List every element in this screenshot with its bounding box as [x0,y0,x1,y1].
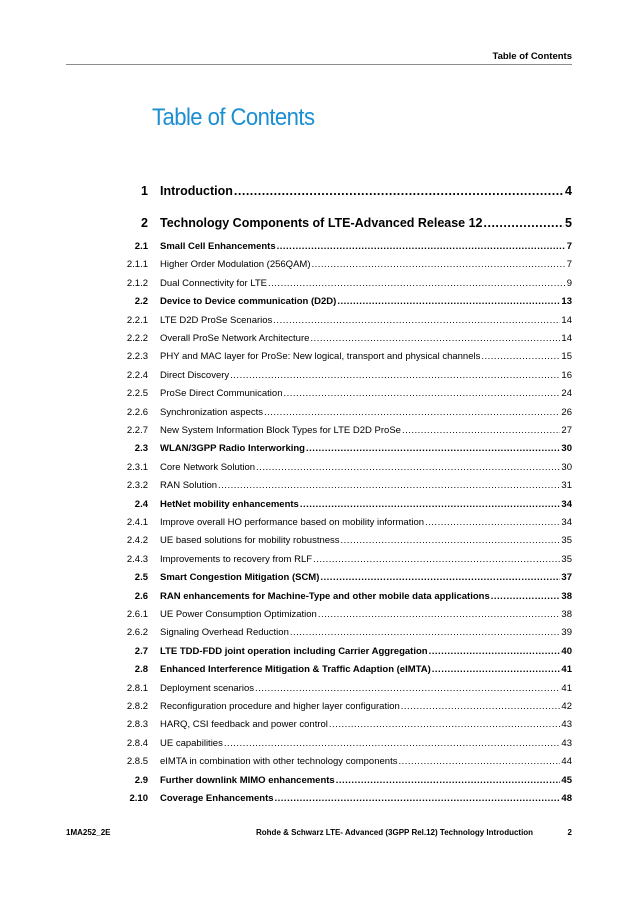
toc-entry-number: 2.2 [134,296,148,308]
toc-entry-number: 2.5 [134,572,148,584]
toc-leader-dots [224,734,561,754]
toc-entry[interactable] [0,274,638,294]
toc-entry-page[interactable]: 7 [566,259,572,271]
toc-entry-number: 2.1.2 [126,277,148,289]
toc-leader-dots [402,421,560,441]
toc-entry-page[interactable]: 34 [561,498,572,510]
toc-leader-dots [337,292,560,312]
toc-entry[interactable] [0,311,638,331]
toc-leader-dots [300,495,561,515]
toc-entry[interactable] [0,403,638,423]
toc-entry[interactable] [0,587,638,607]
toc-entry-page[interactable]: 42 [561,701,572,712]
toc-leader-dots [429,642,561,662]
toc-leader-dots [255,679,560,699]
toc-leader-dots [336,771,561,791]
toc-leader-dots [484,213,565,233]
toc-leader-dots [218,476,560,496]
toc-entry-line [160,329,572,349]
toc-entry-page[interactable]: 48 [561,793,572,804]
toc-entry-title[interactable]: RAN Solution [160,480,218,492]
toc-entry-page[interactable]: 30 [561,443,572,455]
toc-entry-title[interactable]: Core Network Solution [160,461,256,473]
toc-entry-title[interactable]: Technology Components of LTE-Advanced Release 12 [160,216,483,230]
toc-entry-line [160,513,572,533]
toc-entry-page[interactable]: 38 [561,609,572,620]
toc-leader-dots [491,587,561,607]
toc-entry-page[interactable]: 14 [561,333,572,344]
toc-entry-line [160,605,572,625]
toc-entry-page[interactable]: 26 [561,406,572,418]
toc-entry-line [160,679,572,699]
running-header: Table of Contents [492,51,572,62]
toc-leader-dots [398,752,560,772]
toc-entry-line [160,568,572,588]
toc-entry-page[interactable]: 35 [561,553,572,565]
toc-entry[interactable] [0,752,638,772]
toc-entry-page[interactable]: 40 [561,645,572,657]
toc-entry-title[interactable]: Introduction [160,184,233,198]
toc-leader-dots [425,513,560,533]
toc-entry[interactable] [0,476,638,496]
toc-entry-title[interactable]: LTE TDD-FDD joint operation including Carrier Aggregation [160,645,428,657]
toc-entry-page[interactable]: 9 [566,277,572,289]
toc-leader-dots [284,384,561,404]
toc-entry-line [160,495,572,515]
toc-entry[interactable] [0,255,638,275]
toc-entry-line [160,458,572,478]
toc-entry[interactable] [0,495,638,515]
toc-entry[interactable] [0,531,638,551]
toc-entry-line [160,697,572,717]
toc-entry-title[interactable]: PHY and MAC layer for ProSe: New logical, transport and physical channels [160,351,481,363]
toc-entry-page[interactable]: 4 [565,184,572,198]
toc-leader-dots [277,237,566,257]
toc-leader-dots [481,347,560,367]
toc-entry[interactable] [0,715,638,735]
toc-entry-line [160,311,572,331]
toc-leader-dots [318,605,561,625]
toc-entry-number: 2.8.4 [126,737,148,749]
toc-entry-title[interactable]: Higher Order Modulation (256QAM) [160,259,311,271]
toc-entry-number: 2.2.3 [126,351,148,363]
toc-entry-page[interactable]: 27 [561,425,572,436]
toc-entry-page[interactable]: 13 [561,296,572,308]
toc-entry-page[interactable]: 41 [561,682,572,694]
toc-leader-dots [432,660,561,680]
toc-entry-line [160,587,572,607]
toc-entry-number: 2.6.2 [126,627,148,639]
toc-entry-title[interactable]: Coverage Enhancements [160,793,274,804]
toc-entry-title[interactable]: UE based solutions for mobility robustness [160,535,340,547]
toc-entry-title[interactable]: UE Power Consumption Optimization [160,609,317,620]
toc-entry-number: 2.3 [134,443,148,455]
toc-leader-dots [320,568,560,588]
toc-leader-dots [230,366,560,386]
toc-entry[interactable] [0,734,638,754]
toc-entry-title[interactable]: Improve overall HO performance based on mobility information [160,517,425,528]
toc-leader-dots [401,697,561,717]
toc-entry-number: 2.2.1 [126,314,148,326]
toc-leader-dots [290,623,561,643]
toc-entry-title[interactable]: Further downlink MIMO enhancements [160,774,335,786]
toc-entry[interactable] [0,623,638,643]
toc-leader-dots [234,181,564,201]
toc-entry-line [160,439,572,459]
toc-entry[interactable] [0,679,638,699]
toc-entry-line [160,734,572,754]
toc-entry-number: 2.8 [134,664,148,676]
toc-entry-line [160,181,572,201]
toc-entry-number: 2.3.2 [126,480,148,492]
toc-leader-dots [275,789,561,809]
toc-entry[interactable] [0,366,638,386]
toc-entry[interactable] [0,550,638,570]
toc-entry-title[interactable]: Deployment scenarios [160,682,254,694]
toc-entry[interactable] [0,292,638,312]
toc-entry-line [160,292,572,312]
toc-entry[interactable] [0,347,638,367]
toc-entry[interactable] [0,421,638,441]
toc-entry-number: 2.2.2 [126,333,148,344]
toc-entry-title[interactable]: Device to Device communication (D2D) [160,296,337,308]
toc-leader-dots [268,274,566,294]
document-title: Rohde & Schwarz LTE- Advanced (3GPP Rel.12) Technology Introduction [256,828,534,837]
page-number: 2 [567,828,572,837]
page-footer [66,828,572,842]
toc-entry-page[interactable]: 5 [565,216,572,230]
toc-entry-line [160,771,572,791]
toc-entry-number: 2.7 [134,645,148,657]
toc-entry-title[interactable]: Dual Connectivity for LTE [160,277,268,289]
toc-entry-number: 2.8.2 [126,701,148,712]
toc-entry-line [160,213,572,233]
toc-entry[interactable] [0,568,638,588]
toc-entry-page[interactable]: 37 [561,572,572,584]
toc-entry-line [160,642,572,662]
toc-entry-page[interactable]: 38 [561,590,572,602]
toc-entry[interactable] [0,605,638,625]
toc-entry-page[interactable]: 30 [561,461,572,473]
toc-entry-title[interactable]: Overall ProSe Network Architecture [160,333,310,344]
toc-entry-title[interactable]: LTE D2D ProSe Scenarios [160,314,273,326]
toc-entry-number: 2.1.1 [126,259,148,271]
toc-entry-line [160,403,572,423]
toc-entry-number: 2 [141,216,148,230]
toc-entry-line [160,384,572,404]
toc-entry[interactable] [0,384,638,404]
toc-entry-line [160,476,572,496]
toc-entry-line [160,255,572,275]
toc-entry-number: 2.8.5 [126,756,148,768]
toc-entry-page[interactable]: 14 [561,314,572,326]
toc-entry-number: 2.2.5 [126,388,148,400]
toc-entry-line [160,237,572,257]
toc-leader-dots [311,255,565,275]
toc-entry-number: 2.4.1 [126,517,148,528]
toc-entry-number: 2.4 [134,498,148,510]
toc-leader-dots [256,458,560,478]
toc-entry-number: 2.9 [134,774,148,786]
toc-entry-number: 1 [141,184,148,198]
toc-entry-page[interactable]: 7 [566,241,572,252]
toc-entry[interactable] [0,213,638,233]
toc-entry-page[interactable]: 24 [561,388,572,400]
toc-entry-page[interactable]: 45 [561,774,572,786]
toc-entry-title[interactable]: Enhanced Interference Mitigation & Traffic Adaption (eIMTA) [160,664,431,676]
toc-entry-line [160,531,572,551]
toc-entry-line [160,550,572,570]
toc-entry-line [160,347,572,367]
toc-entry-number: 2.10 [129,793,148,804]
toc-entry[interactable] [0,458,638,478]
toc-entry-page[interactable]: 41 [561,664,572,676]
toc-entry-line [160,715,572,735]
toc-entry-line [160,752,572,772]
toc-entry-title[interactable]: Signaling Overhead Reduction [160,627,289,639]
toc-leader-dots [310,329,560,349]
toc-entry-number: 2.2.6 [126,406,148,418]
toc-entry-title[interactable]: Reconfiguration procedure and higher layer configuration [160,701,400,712]
toc-leader-dots [341,531,561,551]
toc-entry-line [160,623,572,643]
toc-entry-page[interactable]: 16 [561,369,572,381]
toc-entry-line [160,421,572,441]
toc-entry[interactable] [0,237,638,257]
toc-entry-title[interactable]: UE capabilities [160,737,223,749]
toc-leader-dots [306,439,560,459]
toc-entry-number: 2.2.7 [126,425,148,436]
toc-entry-title[interactable]: HARQ, CSI feedback and power control [160,719,328,731]
toc-entry-title[interactable]: New System Information Block Types for LTE D2D ProSe [160,425,401,436]
toc-entry-line [160,660,572,680]
toc-heading: Table of Contents [152,104,315,131]
toc-entry-number: 2.2.4 [126,369,148,381]
toc-entry[interactable] [0,697,638,717]
document-id: 1MA252_2E [66,828,111,837]
toc-entry-title[interactable]: Synchronization aspects [160,406,263,418]
toc-entry-number: 2.8.3 [126,719,148,731]
toc-entry-title[interactable]: RAN enhancements for Machine-Type and other mobile data applications [160,590,490,602]
toc-entry[interactable] [0,329,638,349]
toc-entry-line [160,366,572,386]
toc-entry[interactable] [0,513,638,533]
toc-entry-title[interactable]: eIMTA in combination with other technology components [160,756,398,768]
toc-entry-number: 2.1 [134,241,148,252]
toc-entry-title[interactable]: ProSe Direct Communication [160,388,283,400]
toc-entry-page[interactable]: 31 [561,480,572,492]
toc-entry[interactable] [0,771,638,791]
toc-entry-page[interactable]: 44 [561,756,572,768]
toc-entry[interactable] [0,660,638,680]
toc-entry[interactable] [0,181,638,201]
toc-entry-number: 2.3.1 [126,461,148,473]
toc-entry-number: 2.8.1 [126,682,148,694]
toc-entry-title[interactable]: Improvements to recovery from RLF [160,553,313,565]
toc-entry-page[interactable]: 43 [561,737,572,749]
toc-entry-page[interactable]: 15 [561,351,572,363]
toc-leader-dots [264,403,560,423]
toc-entry[interactable] [0,642,638,662]
toc-entry-page[interactable]: 43 [561,719,572,731]
toc-entry[interactable] [0,789,638,809]
toc-entry-number: 2.4.2 [126,535,148,547]
toc-entry-title[interactable]: Smart Congestion Mitigation (SCM) [160,572,320,584]
toc-entry-page[interactable]: 35 [561,535,572,547]
toc-entry-title[interactable]: HetNet mobility enhancements [160,498,299,510]
toc-entry-line [160,274,572,294]
toc-entry-title[interactable]: WLAN/3GPP Radio Interworking [160,443,305,455]
toc-entry-page[interactable]: 34 [561,517,572,528]
toc-entry-number: 2.6.1 [126,609,148,620]
toc-entry-page[interactable]: 39 [561,627,572,639]
toc-entry-line [160,789,572,809]
toc-entry-number: 2.4.3 [126,553,148,565]
toc-entry-title[interactable]: Direct Discovery [160,369,230,381]
toc-leader-dots [329,715,561,735]
toc-leader-dots [313,550,560,570]
toc-entry-number: 2.6 [134,590,148,602]
toc-entry-title[interactable]: Small Cell Enhancements [160,241,276,252]
toc-entry[interactable] [0,439,638,459]
toc-leader-dots [273,311,560,331]
